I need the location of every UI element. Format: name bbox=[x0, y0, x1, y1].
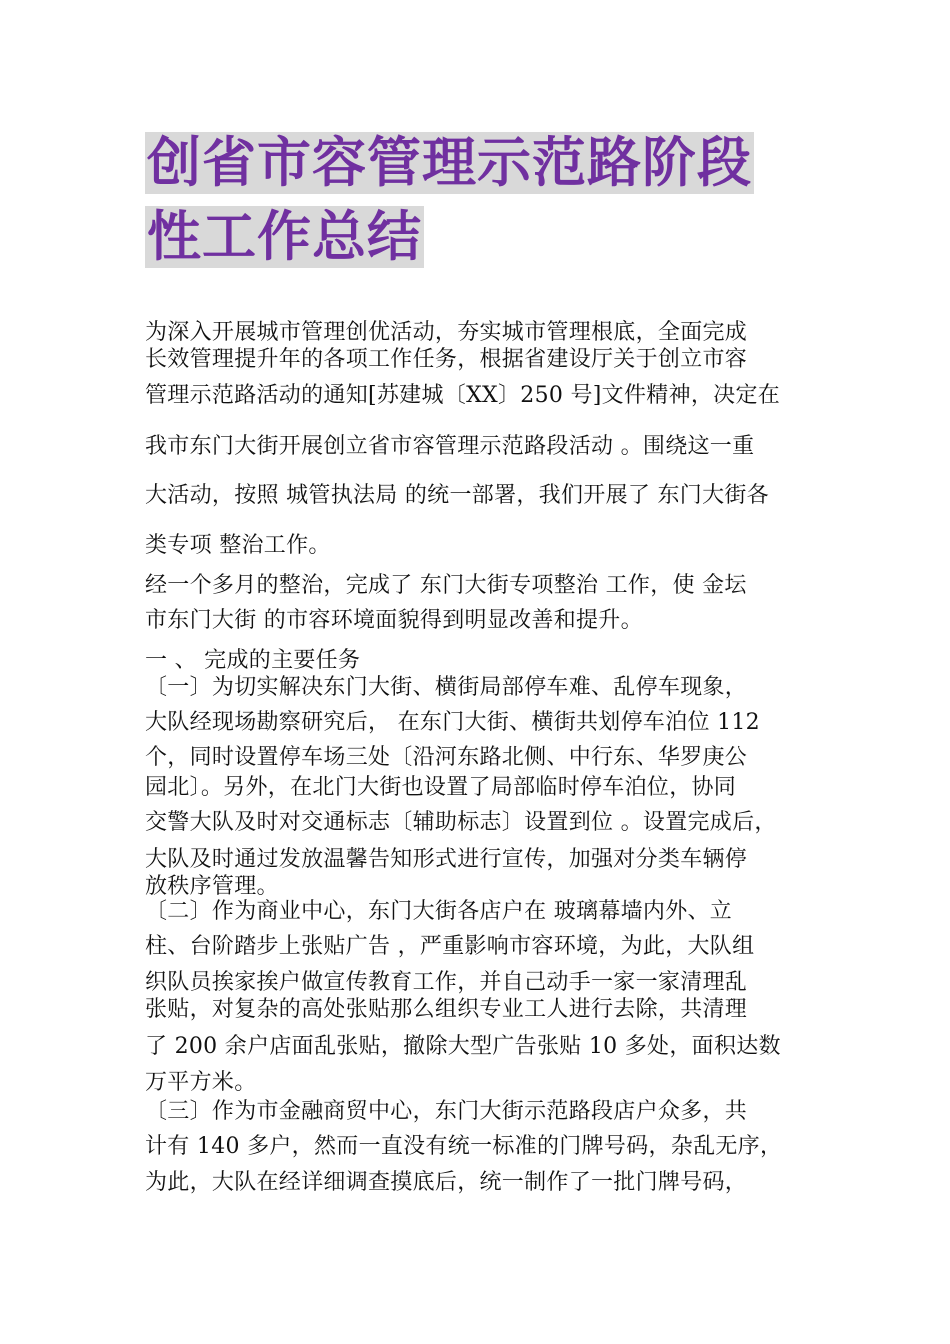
paragraph-line: 计有 140 多户，然而一直没有统一标准的门牌号码，杂乱无序， bbox=[145, 1134, 783, 1159]
paragraph-line: 织队员挨家挨户做宣传教育工作，并自己动手一家一家清理乱 bbox=[145, 970, 748, 995]
paragraph-line: 〔一〕为切实解决东门大街、横街局部停车难、乱停车现象， bbox=[145, 675, 748, 700]
paragraph-line: 柱、台阶踏步上张贴广告 ，严重影响市容环境，为此，大队组 bbox=[145, 934, 755, 959]
paragraph-line: 为此，大队在经详细调查摸底后，统一制作了一批门牌号码， bbox=[145, 1170, 748, 1195]
paragraph-line: 我市东门大街开展创立省市容管理示范路段活动 。围绕这一重 bbox=[145, 434, 755, 459]
paragraph-line: 类专项 整治工作。 bbox=[145, 533, 331, 558]
paragraph-line: 个，同时设置停车场三处〔沿河东路北侧、中行东、华罗庚公 bbox=[145, 745, 748, 770]
paragraph-line: 大队及时通过发放温馨告知形式进行宣传，加强对分类车辆停 bbox=[145, 847, 748, 872]
paragraph-line: 万平方米。 bbox=[145, 1070, 257, 1095]
paragraph-line: 张贴，对复杂的高处张贴那么组织专业工人进行去除，共清理 bbox=[145, 997, 748, 1022]
paragraph-line: 园北〕。另外，在北门大街也设置了局部临时停车泊位，协同 bbox=[145, 775, 737, 800]
paragraph-line: 为深入开展城市管理创优活动，夯实城市管理根底，全面完成 bbox=[145, 320, 748, 345]
paragraph-line: 经一个多月的整治，完成了 东门大街专项整治 工作，使 金坛 bbox=[145, 573, 747, 598]
paragraph-line: 放秩序管理。 bbox=[145, 874, 279, 899]
paragraph-line: 大活动，按照 城管执法局 的统一部署，我们开展了 东门大街各 bbox=[145, 483, 769, 508]
paragraph-line: 〔二〕作为商业中心，东门大街各店户在 玻璃幕墙内外、立 bbox=[145, 899, 733, 924]
paragraph-line: 一 、 完成的主要任务 bbox=[145, 648, 361, 673]
paragraph-line: 长效管理提升年的各项工作任务，根据省建设厅关于创立市容 bbox=[145, 347, 748, 372]
paragraph-line: 大队经现场勘察研究后， 在东门大街、横街共划停车泊位 112 bbox=[145, 710, 760, 735]
paragraph-line: 管理示范路活动的通知[苏建城〔XX〕250 号]文件精神，决定在 bbox=[145, 383, 781, 408]
paragraph-line: 了 200 余户店面乱张贴，撤除大型广告张贴 10 多处，面积达数 bbox=[145, 1034, 781, 1059]
document-title-line-1: 创省市容管理示范路阶段 bbox=[147, 131, 752, 194]
paragraph-line: 市东门大街 的市容环境面貌得到明显改善和提升。 bbox=[145, 608, 643, 633]
paragraph-line: 交警大队及时对交通标志〔辅助标志〕设置到位 。设置完成后， bbox=[145, 810, 777, 835]
document-title-line-2: 性工作总结 bbox=[147, 205, 422, 268]
paragraph-line: 〔三〕作为市金融商贸中心，东门大街示范路段店户众多，共 bbox=[145, 1099, 748, 1124]
